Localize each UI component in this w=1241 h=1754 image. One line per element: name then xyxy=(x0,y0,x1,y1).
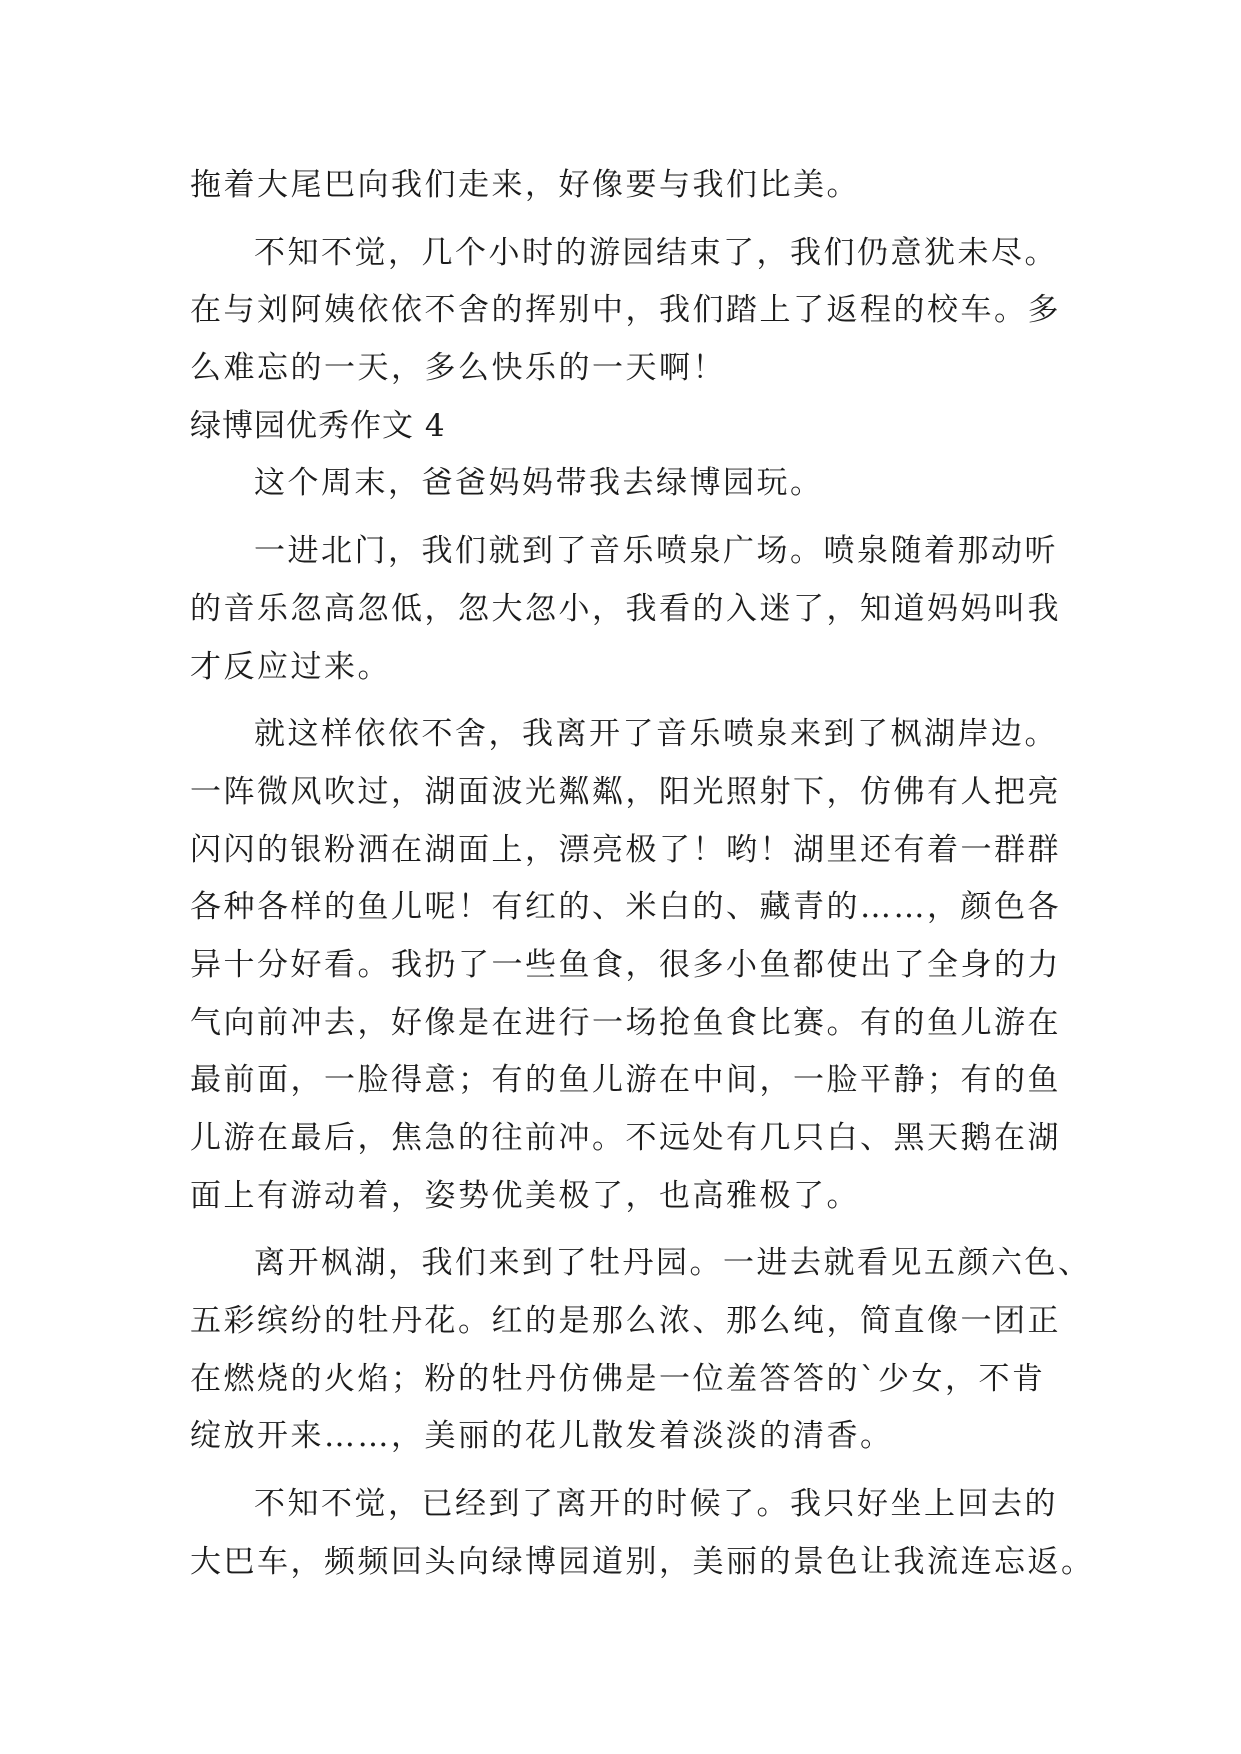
text-line: 在燃烧的火焰；粉的牡丹仿佛是一位羞答答的`少女，不肯 xyxy=(190,1360,1046,1397)
text-line: 才反应过来。 xyxy=(190,648,391,685)
text-line: 拖着大尾巴向我们走来，好像要与我们比美。 xyxy=(190,167,860,203)
text-line: 五彩缤纷的牡丹花。红的是那么浓、那么纯，简直像一团正 xyxy=(190,1303,1061,1340)
text-line: 绽放开来……，美丽的花儿散发着淡淡的清香。 xyxy=(190,1418,894,1455)
text-line: 一阵微风吹过，湖面波光粼粼，阳光照射下，仿佛有人把亮 xyxy=(190,773,1061,810)
text-line: 面上有游动着，姿势优美极了，也高雅极了。 xyxy=(190,1177,860,1214)
text-line: 大巴车，频频回头向绿博园道别，美丽的景色让我流连忘返。 xyxy=(190,1543,1095,1580)
text-line: 么难忘的一天，多么快乐的一天啊！ xyxy=(190,350,726,387)
paragraph-first-line: 就这样依依不舍，我离开了音乐喷泉来到了枫湖岸边。 xyxy=(254,716,1058,753)
text-line: 气向前冲去，好像是在进行一场抢鱼食比赛。有的鱼儿游在 xyxy=(190,1004,1061,1041)
essay-text xyxy=(190,157,1095,1592)
text-line: 各种各样的鱼儿呢！有红的、米白的、藏青的……，颜色各 xyxy=(190,889,1061,926)
text-line: 在与刘阿姨依依不舍的挥别中，我们踏上了返程的校车。多 xyxy=(190,292,1061,329)
text-line: 儿游在最后，焦急的往前冲。不远处有几只白、黑天鹅在湖 xyxy=(190,1120,1061,1156)
text-line: 闪闪的银粉洒在湖面上，漂亮极了！哟！湖里还有着一群群 xyxy=(190,831,1061,868)
paragraph-first-line: 一进北门，我们就到了音乐喷泉广场。喷泉随着那动听 xyxy=(254,533,1058,570)
paragraph-first-line: 离开枫湖，我们来到了牡丹园。一进去就看见五颜六色、 xyxy=(254,1245,1092,1282)
paragraph-first-line: 不知不觉，几个小时的游园结束了，我们仍意犹未尽。 xyxy=(254,234,1058,271)
text-line: 异十分好看。我扔了一些鱼食，很多小鱼都使出了全身的力 xyxy=(190,946,1061,983)
paragraph-first-line: 这个周末，爸爸妈妈带我去绿博园玩。 xyxy=(254,465,824,502)
text-line: 最前面，一脸得意；有的鱼儿游在中间，一脸平静；有的鱼 xyxy=(190,1062,1061,1099)
text-line: 的音乐忽高忽低，忽大忽小，我看的入迷了，知道妈妈叫我 xyxy=(190,590,1061,627)
paragraph-first-line: 不知不觉，已经到了离开的时候了。我只好坐上回去的 xyxy=(254,1486,1058,1523)
section-heading: 绿博园优秀作文 4 xyxy=(190,407,446,444)
